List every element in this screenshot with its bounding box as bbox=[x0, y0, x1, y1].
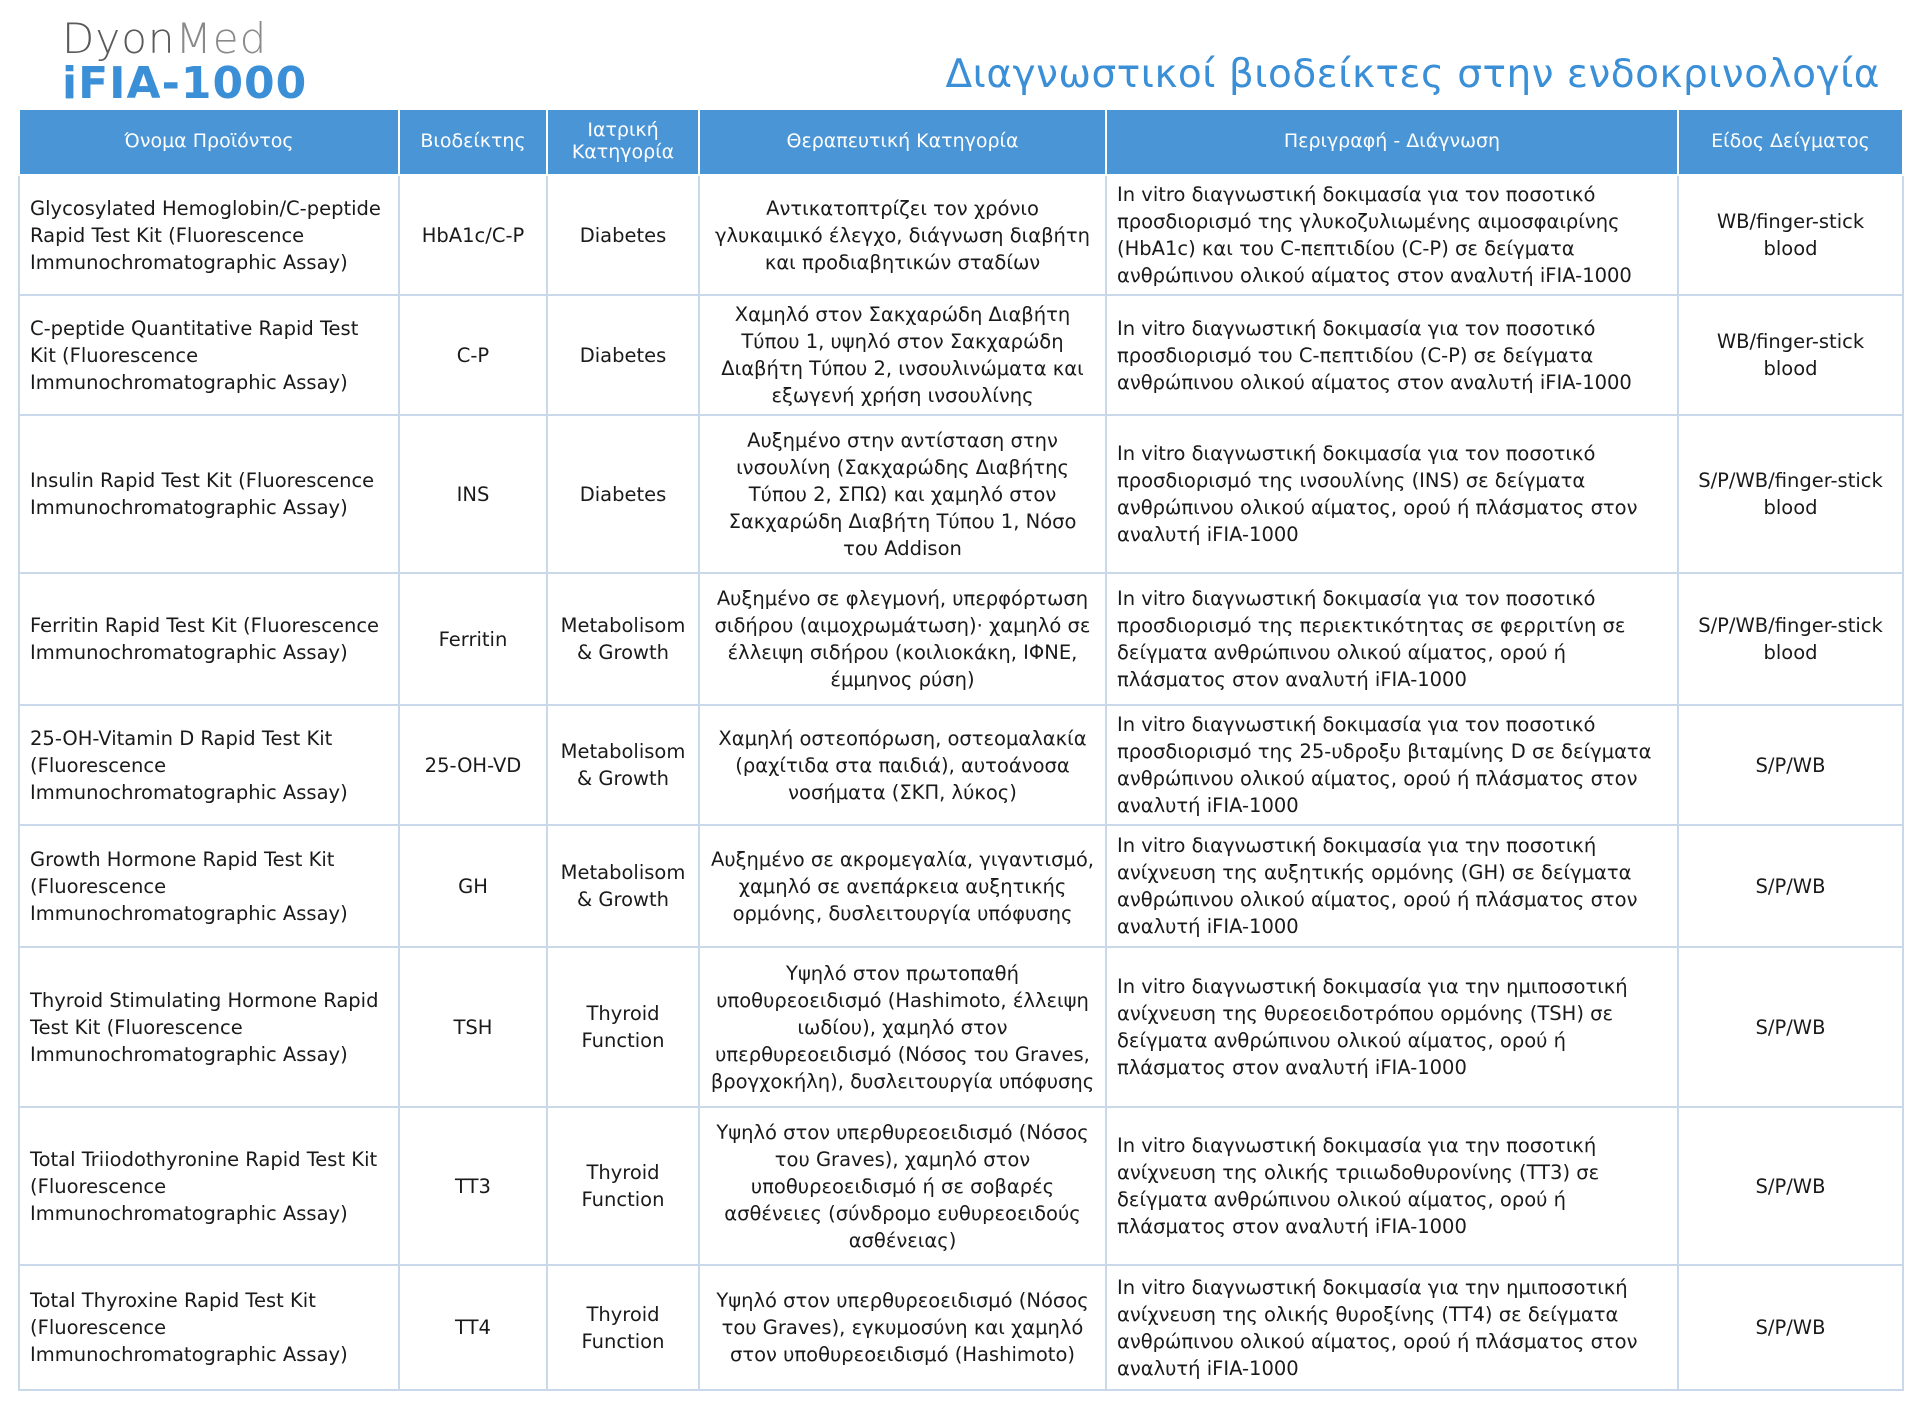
medical-category-cell: Thyroid Function bbox=[547, 947, 699, 1107]
medical-category-cell: Metabolisom & Growth bbox=[547, 573, 699, 705]
product-name-cell: Glycosylated Hemoglobin/C-peptide Rapid Test Kit (Fluorescence Immunochromatographic Assay) bbox=[19, 175, 399, 295]
table-row bbox=[19, 573, 1903, 705]
therapeutic-category-cell: Αντικατοπτρίζει τον χρόνιο γλυκαιμικό έλεγχο, διάγνωση διαβήτη και προδιαβητικών σταδίων bbox=[699, 175, 1106, 295]
product-name-cell: 25-OH-Vitamin D Rapid Test Kit (Fluorescence Immunochromatographic Assay) bbox=[19, 705, 399, 825]
column-header-product: Όνομα Προϊόντος bbox=[19, 110, 399, 175]
medical-category-cell: Diabetes bbox=[547, 175, 699, 295]
therapeutic-category-cell: Χαμηλή οστεοπόρωση, οστεομαλακία (ραχίτιδα στα παιδιά), αυτοάνοσα νοσήματα (ΣΚΠ, λύκος) bbox=[699, 705, 1106, 825]
sample-type-cell: S/P/WB bbox=[1678, 825, 1903, 947]
description-cell: In vitro διαγνωστική δοκιμασία για την ημιποσοτική ανίχνευση της ολικής θυροξίνης (TT4) σε δείγματα ανθρώπινου ολικού αίματος, ορού ή πλάσματος στον αναλυτή iFIA-1000 bbox=[1106, 1265, 1678, 1390]
therapeutic-category-cell: Αυξημένο σε φλεγμονή, υπερφόρτωση σιδήρου (αιμοχρωμάτωση)· χαμηλό σε έλλειψη σιδήρου (κοιλιοκάκη, ΙΦΝΕ, έμμηνος ρύση) bbox=[699, 573, 1106, 705]
biomarker-cell: TT3 bbox=[399, 1107, 547, 1265]
brand-dyon: Dyon bbox=[62, 14, 176, 63]
product-name-cell: Insulin Rapid Test Kit (Fluorescence Immunochromatographic Assay) bbox=[19, 415, 399, 573]
biomarker-table bbox=[18, 110, 1904, 1391]
biomarker-cell: Ferritin bbox=[399, 573, 547, 705]
biomarker-cell: 25-OH-VD bbox=[399, 705, 547, 825]
table-row bbox=[19, 295, 1903, 415]
description-cell: In vitro διαγνωστική δοκιμασία για την ποσοτική ανίχνευση της αυξητικής ορμόνης (GH) σε δείγματα ανθρώπινου ολικού αίματος, ορού ή πλάσματος στον αναλυτή iFIA-1000 bbox=[1106, 825, 1678, 947]
table-row bbox=[19, 1107, 1903, 1265]
product-name-cell: Ferritin Rapid Test Kit (Fluorescence Immunochromatographic Assay) bbox=[19, 573, 399, 705]
model-name: iFIA-1000 bbox=[62, 58, 308, 109]
sample-type-cell: S/P/WB bbox=[1678, 705, 1903, 825]
sample-type-cell: WB/finger-stick blood bbox=[1678, 295, 1903, 415]
sample-type-cell: WB/finger-stick blood bbox=[1678, 175, 1903, 295]
biomarker-cell: TSH bbox=[399, 947, 547, 1107]
therapeutic-category-cell: Υψηλό στον πρωτοπαθή υποθυρεοειδισμό (Hashimoto, έλλειψη ιωδίου), χαμηλό στον υπερθυρεοειδισμό (Νόσος του Graves, βρογχοκήλη), δυσλειτουργία υπόφυσης bbox=[699, 947, 1106, 1107]
brand-med: Med bbox=[175, 14, 268, 63]
description-cell: In vitro διαγνωστική δοκιμασία για την ημιποσοτική ανίχνευση της θυρεοειδοτρόπου ορμόνης (TSH) σε δείγματα ανθρώπινου ολικού αίματος, ορού ή πλάσματος στον αναλυτή iFIA-1000 bbox=[1106, 947, 1678, 1107]
biomarker-cell: C-P bbox=[399, 295, 547, 415]
dyonmed-logo bbox=[62, 14, 308, 109]
table-row bbox=[19, 1265, 1903, 1390]
medical-category-cell: Thyroid Function bbox=[547, 1265, 699, 1390]
sample-type-cell: S/P/WB bbox=[1678, 947, 1903, 1107]
description-cell: In vitro διαγνωστική δοκιμασία για τον ποσοτικό προσδιορισμό του C-πεπτιδίου (C-P) σε δείγματα ανθρώπινου ολικού αίματος στον αναλυτή iFIA-1000 bbox=[1106, 295, 1678, 415]
product-name-cell: Total Triiodothyronine Rapid Test Kit (Fluorescence Immunochromatographic Assay) bbox=[19, 1107, 399, 1265]
column-header-sample-type: Είδος Δείγματος bbox=[1678, 110, 1903, 175]
medical-category-cell: Diabetes bbox=[547, 415, 699, 573]
product-name-cell: Thyroid Stimulating Hormone Rapid Test Kit (Fluorescence Immunochromatographic Assay) bbox=[19, 947, 399, 1107]
description-cell: In vitro διαγνωστική δοκιμασία για τον ποσοτικό προσδιορισμό της 25-υδροξυ βιταμίνης D σε δείγματα ανθρώπινου ολικού αίματος, ορού ή πλάσματος στον αναλυτή iFIA-1000 bbox=[1106, 705, 1678, 825]
table-row bbox=[19, 175, 1903, 295]
description-cell: In vitro διαγνωστική δοκιμασία για τον ποσοτικό προσδιορισμό της περιεκτικότητας σε φερριτίνη σε δείγματα ανθρώπινου ολικού αίματος, ορού ή πλάσματος στον αναλυτή iFIA-1000 bbox=[1106, 573, 1678, 705]
description-cell: In vitro διαγνωστική δοκιμασία για τον ποσοτικό προσδιορισμό της γλυκοζυλιωμένης αιμοσφαιρίνης (HbA1c) και του C-πεπτιδίου (C-P) σε δείγματα ανθρώπινου ολικού αίματος στον αναλυτή iFIA-1000 bbox=[1106, 175, 1678, 295]
table-row bbox=[19, 825, 1903, 947]
column-header-description: Περιγραφή - Διάγνωση bbox=[1106, 110, 1678, 175]
description-cell: In vitro διαγνωστική δοκιμασία για την ποσοτική ανίχνευση της ολικής τριιωδοθυρονίνης (TT3) σε δείγματα ανθρώπινου ολικού αίματος, ορού ή πλάσματος στον αναλυτή iFIA-1000 bbox=[1106, 1107, 1678, 1265]
therapeutic-category-cell: Αυξημένο στην αντίσταση στην ινσουλίνη (Σακχαρώδης Διαβήτης Τύπου 2, ΣΠΩ) και χαμηλό στον Σακχαρώδη Διαβήτη Τύπου 1, Νόσο του Addison bbox=[699, 415, 1106, 573]
product-name-cell: Growth Hormone Rapid Test Kit (Fluorescence Immunochromatographic Assay) bbox=[19, 825, 399, 947]
column-header-biomarker: Βιοδείκτης bbox=[399, 110, 547, 175]
sample-type-cell: S/P/WB bbox=[1678, 1107, 1903, 1265]
brand-name bbox=[62, 14, 307, 63]
sample-type-cell: S/P/WB/finger-stick blood bbox=[1678, 415, 1903, 573]
therapeutic-category-cell: Υψηλό στον υπερθυρεοειδισμό (Νόσος του Graves), εγκυμοσύνη και χαμηλό στον υποθυρεοειδισμό (Hashimoto) bbox=[699, 1265, 1106, 1390]
table-row bbox=[19, 947, 1903, 1107]
sample-type-cell: S/P/WB bbox=[1678, 1265, 1903, 1390]
product-name-cell: C-peptide Quantitative Rapid Test Kit (Fluorescence Immunochromatographic Assay) bbox=[19, 295, 399, 415]
column-header-medical-category: Ιατρική Κατηγορία bbox=[547, 110, 699, 175]
column-header-therapeutic-category: Θεραπευτική Κατηγορία bbox=[699, 110, 1106, 175]
table-row bbox=[19, 705, 1903, 825]
medical-category-cell: Metabolisom & Growth bbox=[547, 825, 699, 947]
therapeutic-category-cell: Αυξημένο σε ακρομεγαλία, γιγαντισμό, χαμηλό σε ανεπάρκεια αυξητικής ορμόνης, δυσλειτουργία υπόφυσης bbox=[699, 825, 1106, 947]
table-row bbox=[19, 415, 1903, 573]
therapeutic-category-cell: Χαμηλό στον Σακχαρώδη Διαβήτη Τύπου 1, υψηλό στον Σακχαρώδη Διαβήτη Τύπου 2, ινσουλινώματα και εξωγενή χρήση ινσουλίνης bbox=[699, 295, 1106, 415]
medical-category-cell: Metabolisom & Growth bbox=[547, 705, 699, 825]
description-cell: In vitro διαγνωστική δοκιμασία για τον ποσοτικό προσδιορισμό της ινσουλίνης (INS) σε δείγματα ανθρώπινου ολικού αίματος, ορού ή πλάσματος στον αναλυτή iFIA-1000 bbox=[1106, 415, 1678, 573]
biomarker-cell: HbA1c/C-P bbox=[399, 175, 547, 295]
biomarker-cell: TT4 bbox=[399, 1265, 547, 1390]
sample-type-cell: S/P/WB/finger-stick blood bbox=[1678, 573, 1903, 705]
medical-category-cell: Diabetes bbox=[547, 295, 699, 415]
biomarker-cell: INS bbox=[399, 415, 547, 573]
therapeutic-category-cell: Υψηλό στον υπερθυρεοειδισμό (Νόσος του Graves), χαμηλό στον υποθυρεοειδισμό ή σε σοβαρές ασθένειες (σύνδρομο ευθυρεοειδούς ασθένειας) bbox=[699, 1107, 1106, 1265]
product-name-cell: Total Thyroxine Rapid Test Kit (Fluorescence Immunochromatographic Assay) bbox=[19, 1265, 399, 1390]
table-header-row bbox=[19, 110, 1903, 175]
page-title: Διαγνωστικοί βιοδείκτες στην ενδοκρινολογία bbox=[945, 52, 1880, 97]
medical-category-cell: Thyroid Function bbox=[547, 1107, 699, 1265]
biomarker-cell: GH bbox=[399, 825, 547, 947]
